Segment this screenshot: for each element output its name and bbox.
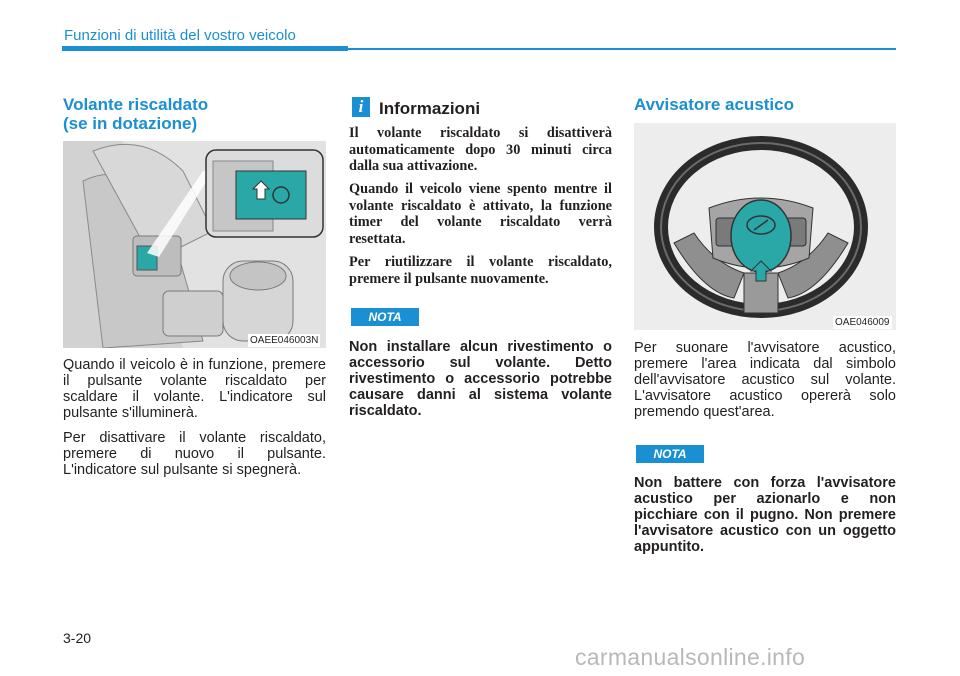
- header-accent-bar: [62, 46, 348, 51]
- heated-steering-para-1: Quando il veicolo è in funzione, premere il pulsante volante riscaldato per scaldare il volante. L'indicatore sul pulsante s'illuminerà.: [63, 357, 326, 421]
- heated-steering-para-2: Per disattivare il volante riscaldato, premere di nuovo il pulsante. L'indicatore sul pulsante si spegnerà.: [63, 430, 326, 478]
- horn-title: Avvisatore acustico: [634, 95, 794, 114]
- figure-caption-1: OAEE046003N: [250, 335, 319, 346]
- page-number: 3-20: [63, 630, 92, 646]
- horn-figure: [634, 123, 896, 330]
- watermark: carmanualsonline.info: [575, 644, 806, 670]
- info-title: Informazioni: [379, 99, 481, 118]
- heated-steering-figure: [63, 141, 326, 348]
- horn-para-1: Per suonare l'avvisatore acustico, premere l'area indicata dal simbolo dell'avvisatore acustico sul volante. L'avvisatore acustico opererà solo premendo quest'area.: [634, 340, 896, 420]
- info-para-3: Per riutilizzare il volante riscaldato, premere il pulsante nuovamente.: [349, 254, 612, 287]
- info-icon: i: [352, 97, 370, 117]
- nota-text-2: Non battere con forza l'avvisatore acustico per azionarlo e non picchiare con il pugno. Non premere l'avvisatore acustico con un oggetto appuntito.: [634, 475, 896, 555]
- info-para-1: Il volante riscaldato si disattiverà automaticamente dopo 30 minuti circa dalla sua attivazione.: [349, 125, 612, 174]
- section-header-title: Funzioni di utilità del vostro veicolo: [64, 27, 296, 44]
- heated-steering-title: Volante riscaldato (se in dotazione): [63, 95, 209, 133]
- header-rule: [348, 48, 896, 50]
- figure-caption-2: OAE046009: [835, 317, 890, 328]
- info-para-2: Quando il veicolo viene spento mentre il volante riscaldato è attivato, la funzione timer del volante riscaldato verrà resettata.: [349, 181, 612, 247]
- car-console-illustration: [63, 141, 326, 348]
- nota-badge-2: NOTA: [636, 445, 704, 463]
- steering-wheel-illustration: [634, 123, 896, 330]
- nota-text-1: Non installare alcun rivestimento o accessorio sul volante. Detto rivestimento o accessorio potrebbe causare danni al sistema volante riscaldato.: [349, 339, 612, 419]
- nota-badge-1: NOTA: [351, 308, 419, 326]
